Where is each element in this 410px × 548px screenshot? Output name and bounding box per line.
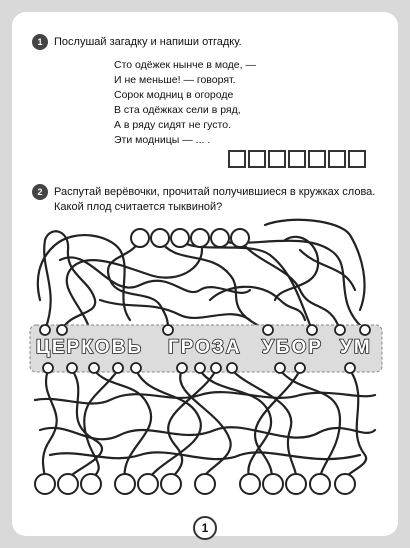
bottom-circle [161,474,181,494]
knot [295,363,305,373]
knot [163,325,173,335]
bottom-circle [58,474,78,494]
knot [227,363,237,373]
task1-instruction: Послушай загадку и напиши отгадку. [54,36,242,48]
task2-instruction-line1: Распутай верёвочки, прочитай получившиеся в кружках слова. [54,186,376,198]
bottom-circle [81,474,101,494]
knot [263,325,273,335]
rope [300,250,355,290]
rope [44,231,95,330]
rope [345,370,366,480]
top-circle [151,229,169,247]
top-circle [231,229,249,247]
top-circle [131,229,149,247]
bottom-circle [310,474,330,494]
poem-line: В ста одёжках сели в ряд, [114,104,241,116]
poem-line: А в ряду сидят не густо. [114,119,231,131]
knot [131,363,141,373]
knot [177,363,187,373]
word-mind: УМ [340,337,372,358]
bottom-circle [138,474,158,494]
knot [57,325,67,335]
knot [40,325,50,335]
knot [345,363,355,373]
rope [40,427,375,439]
task2-instruction-line2: Какой плод считается тыквиной? [54,201,223,213]
poem-line: И не меньше! — говорят. [114,74,236,86]
rope [35,392,375,403]
rope [100,300,250,320]
bottom-circle [263,474,283,494]
bottom-circle [335,474,355,494]
knot [211,363,221,373]
rope [38,235,130,320]
knot [275,363,285,373]
rope [168,370,216,480]
word-attire: УБОР [262,337,323,358]
rope [200,370,271,480]
word-storm: ГРОЗА [168,337,242,358]
bottom-circle [115,474,135,494]
rope [240,240,340,330]
bottom-circle [240,474,260,494]
knot [89,363,99,373]
poem-line: Эти модницы — ... . [114,134,211,146]
page-number: 1 [193,516,217,540]
rope [232,370,296,480]
top-circle [171,229,189,247]
knot [335,325,345,335]
knot [360,325,370,335]
bottom-circle [286,474,306,494]
rope [43,370,57,480]
poem-line: Сто одёжек нынче в моде, — [114,59,256,71]
knot [195,363,205,373]
task1-badge: 1 [32,34,48,50]
poem-line: Сорок модниц в огороде [114,89,234,101]
knot [113,363,123,373]
knot [67,363,77,373]
word-church: ЦЕРКОВЬ [36,337,143,358]
knot [43,363,53,373]
bottom-circle [195,474,215,494]
bottom-circle [35,474,55,494]
knot [307,325,317,335]
top-circle [211,229,229,247]
top-circle [191,229,209,247]
bottom-circles [35,474,355,494]
task2-badge: 2 [32,184,48,200]
